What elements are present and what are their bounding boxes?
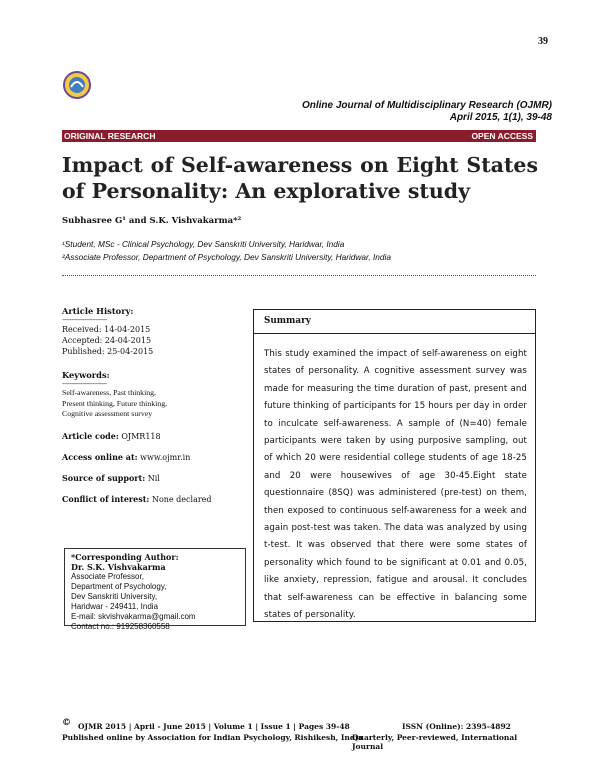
open-access-label: OPEN ACCESS <box>471 131 533 141</box>
journal-issue: April 2015, 1(1), 39-48 <box>449 112 552 123</box>
source-of-support: Source of support: Nil <box>62 472 160 483</box>
footer-issn: ISSN (Online): 2395-4892 <box>402 722 511 731</box>
conflict-of-interest: Conflict of interest: None declared <box>62 493 212 504</box>
corresponding-line: Dev Sanskriti University, <box>71 592 158 601</box>
affiliation-2: ²Associate Professor, Department of Psychology, Dev Sanskriti University, Haridwar, India <box>62 252 391 262</box>
published-date: Published: 25-04-2015 <box>62 347 154 356</box>
received-date: Received: 14-04-2015 <box>62 325 151 334</box>
corresponding-name: Dr. S.K. Vishvakarma <box>71 562 166 572</box>
summary-body: This study examined the impact of self-awareness on eight states of personality. A cognitive assessment survey was made for measuring the time duration of past, present and future thinking of participants for 15 hours per day in order to inculcate self-awareness. A sample of (N=40) female participants were taken by using purposive sampling, out of which 20 were residential college students of age 18-25 and 20 were housewives of age 30-45.Eight state questionnaire (8SQ) was administered (pre-test) on them, then exposed to continuous self-awareness for a week and again post-test was taken. The data was analyzed by using t-test. It was observed that there were some states of personality which found to be significant at 0.01 and 0.05, like anxiety, repression, fatigue and arousal. It concludes that self-awareness can be effective in balancing some states of personality. <box>264 349 527 621</box>
article-type-banner <box>62 130 536 142</box>
article-code: Article code: OJMR118 <box>62 430 161 441</box>
journal-link[interactable]: www.ojmr.in <box>140 452 191 462</box>
journal-name: Online Journal of Multidisciplinary Research (OJMR) <box>301 100 552 111</box>
corresponding-line: Haridwar - 249411, India <box>71 602 159 611</box>
footer-publisher: Published online by Association for Indian Psychology, Rishikesh, India <box>62 733 363 742</box>
affiliation-1: ¹Student, MSc - Clinical Psychology, Dev Sanskriti University, Haridwar, India <box>62 239 345 249</box>
corresponding-heading: *Corresponding Author: <box>71 552 179 562</box>
corresponding-line: Department of Psychology, <box>71 582 167 591</box>
journal-logo <box>62 70 92 100</box>
article-sidebar <box>62 306 237 504</box>
summary-heading: Summary <box>264 316 311 326</box>
accepted-date: Accepted: 24-04-2015 <box>62 336 152 345</box>
authors: Subhasree G¹ and S.K. Vishvakarma*² <box>62 216 242 226</box>
keywords-line: Cognitive assessment survey <box>62 409 153 418</box>
separator <box>62 275 536 276</box>
keywords-divider: ------------------------ <box>62 380 107 388</box>
corresponding-email[interactable]: E-mail: skvishvakarma@gmail.com <box>71 612 196 621</box>
keywords-heading: Keywords: <box>62 370 110 380</box>
keywords-line: Present thinking, Future thinking, <box>62 398 168 408</box>
summary-divider <box>254 333 535 334</box>
summary-box <box>253 309 536 622</box>
keywords-line: Self-awareness, Past thinking, <box>62 388 156 397</box>
page-number: 39 <box>538 36 548 47</box>
history-heading: Article History: <box>62 306 134 316</box>
corresponding-line: Associate Professor, <box>71 572 144 581</box>
article-type: ORIGINAL RESEARCH <box>64 131 156 141</box>
copyright-icon: © <box>62 718 71 728</box>
history-divider: ------------------------ <box>62 316 107 324</box>
corresponding-author-box <box>64 548 246 631</box>
paper-title: Impact of Self-awareness on Eight States of Personality: An explorative study <box>62 153 538 203</box>
footer-journal-type: Quarterly, Peer-reviewed, International Journal <box>352 733 518 751</box>
journal-header <box>302 100 552 124</box>
footer-issue-info: OJMR 2015 | April - June 2015 | Volume 1 | Issue 1 | Pages 39-48 <box>78 722 350 731</box>
access-online: Access online at: www.ojmr.in <box>62 451 191 462</box>
corresponding-contact: Contact no.: 919258360558 <box>71 622 170 631</box>
